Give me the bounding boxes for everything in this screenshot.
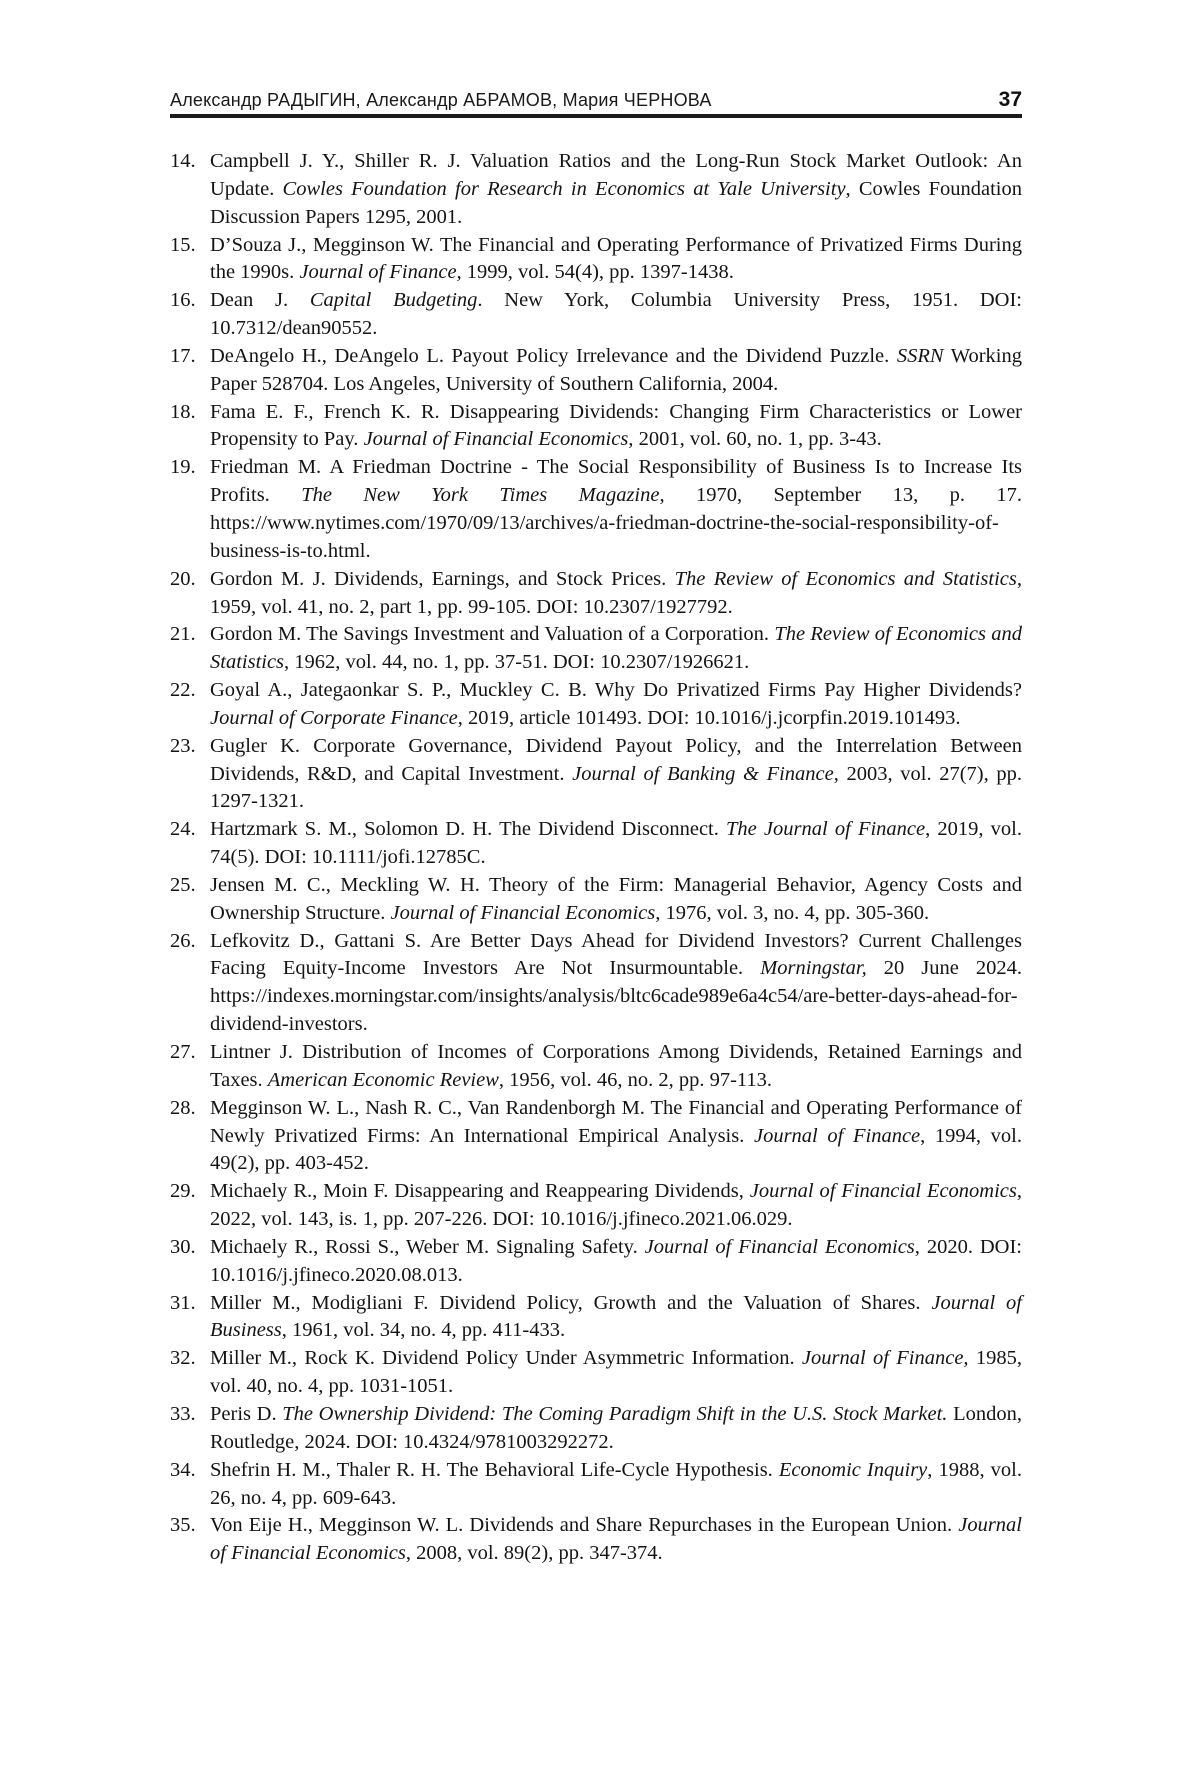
reference-text: Michaely R., Moin F. Disappearing and Reappearing Dividends, Journal of Financial Economics, 2022, vol. 143, is. 1, pp. 207-226. DOI: 10.1016/j.jfineco.2021.06.029. bbox=[210, 1180, 1022, 1231]
reference-number: 21. bbox=[170, 623, 196, 646]
reference-number: 32. bbox=[170, 1347, 196, 1370]
reference-number: 22. bbox=[170, 679, 196, 702]
reference-text: Megginson W. L., Nash R. C., Van Randenborgh M. The Financial and Operating Performance of Newly Privatized Firms: An International Empirical Analysis. Journal of Finance, 1994, vol. 49(2), pp. 403-452. bbox=[210, 1096, 1022, 1175]
page-number: 37 bbox=[998, 88, 1022, 111]
reference-item bbox=[170, 872, 1022, 928]
reference-number: 34. bbox=[170, 1458, 196, 1481]
header-rule bbox=[170, 114, 1022, 118]
reference-text: Goyal A., Jategaonkar S. P., Muckley C. B. Why Do Privatized Firms Pay Higher Dividends? Journal of Corporate Finance, 2019, article 101493. DOI: 10.1016/j.jcorpfin.2019.101493. bbox=[210, 679, 1022, 729]
reference-text: Lintner J. Distribution of Incomes of Corporations Among Dividends, Retained Earnings and Taxes. American Economic Review, 1956, vol. 46, no. 2, pp. 97-113. bbox=[210, 1041, 1022, 1091]
reference-item bbox=[170, 733, 1022, 817]
reference-text: Campbell J. Y., Shiller R. J. Valuation Ratios and the Long-Run Stock Market Outlook: An Update. Cowles Foundation for Research in Economics at Yale University, Cowles Foundation Discussion Papers 1295, 2001. bbox=[210, 150, 1022, 228]
reference-text: Miller M., Rock K. Dividend Policy Under Asymmetric Information. Journal of Finance, 1985, vol. 40, no. 4, pp. 1031-1051. bbox=[210, 1347, 1023, 1398]
reference-item bbox=[170, 148, 1022, 232]
reference-text: Gugler K. Corporate Governance, Dividend Payout Policy, and the Interrelation Between Dividends, R&D, and Capital Investment. Journal of Banking & Finance, 2003, vol. 27(7), pp. 1297-1321. bbox=[210, 734, 1022, 813]
reference-text: Peris D. The Ownership Dividend: The Coming Paradigm Shift in the U.S. Stock Market. London, Routledge, 2024. DOI: 10.4324/9781003292272. bbox=[210, 1402, 1022, 1453]
reference-text: Jensen M. C., Meckling W. H. Theory of the Firm: Managerial Behavior, Agency Costs and Ownership Structure. Journal of Financial Economics, 1976, vol. 3, no. 4, pp. 305-360. bbox=[210, 873, 1022, 924]
page-header bbox=[170, 88, 1022, 112]
reference-number: 33. bbox=[170, 1402, 196, 1425]
reference-item bbox=[170, 1039, 1022, 1095]
reference-number: 26. bbox=[170, 929, 196, 952]
running-head-authors: Александр РАДЫГИН, Александр АБРАМОВ, Мария ЧЕРНОВА bbox=[170, 90, 712, 110]
reference-item bbox=[170, 1345, 1022, 1401]
reference-text: Dean J. Capital Budgeting. New York, Columbia University Press, 1951. DOI: 10.7312/dean90552. bbox=[210, 289, 1022, 340]
reference-text: Michaely R., Rossi S., Weber M. Signaling Safety. Journal of Financial Economics, 2020. DOI: 10.1016/j.jfineco.2020.08.013. bbox=[210, 1235, 1023, 1286]
reference-text: Lefkovitz D., Gattani S. Are Better Days Ahead for Dividend Investors? Current Challenges Facing Equity-Income Investors Are Not Insurmountable. Morningstar, 20 June 2024. https://indexes.morningstar.com/insights/analysis/bltc6cade989e6a4c54/are-better-days-ahead-for-dividend-investors. bbox=[210, 929, 1022, 1036]
reference-number: 28. bbox=[170, 1096, 196, 1119]
reference-number: 30. bbox=[170, 1235, 196, 1258]
reference-number: 15. bbox=[170, 233, 196, 256]
reference-text: Miller M., Modigliani F. Dividend Policy, Growth and the Valuation of Shares. Journal of Business, 1961, vol. 34, no. 4, pp. 411-433. bbox=[210, 1291, 1022, 1342]
reference-number: 31. bbox=[170, 1291, 196, 1314]
reference-number: 19. bbox=[170, 456, 196, 479]
reference-number: 14. bbox=[170, 150, 196, 172]
reference-item bbox=[170, 1512, 1022, 1568]
reference-item bbox=[170, 399, 1022, 455]
reference-item bbox=[170, 677, 1022, 733]
reference-list bbox=[170, 148, 1022, 1568]
reference-number: 20. bbox=[170, 567, 196, 590]
reference-number: 27. bbox=[170, 1041, 196, 1063]
reference-text: DeAngelo H., DeAngelo L. Payout Policy Irrelevance and the Dividend Puzzle. SSRN Working Paper 528704. Los Angeles, University of Southern California, 2004. bbox=[210, 344, 1023, 395]
reference-number: 29. bbox=[170, 1180, 196, 1203]
reference-number: 18. bbox=[170, 400, 196, 423]
reference-text: Gordon M. The Savings Investment and Valuation of a Corporation. The Review of Economics and Statistics, 1962, vol. 44, no. 1, pp. 37-51. DOI: 10.2307/1926621. bbox=[210, 623, 1022, 674]
reference-item bbox=[170, 343, 1022, 399]
reference-number: 24. bbox=[170, 818, 196, 841]
reference-number: 17. bbox=[170, 344, 196, 367]
reference-item bbox=[170, 1234, 1022, 1290]
reference-item bbox=[170, 287, 1022, 343]
reference-item bbox=[170, 1457, 1022, 1513]
reference-number: 25. bbox=[170, 873, 196, 896]
reference-item bbox=[170, 621, 1022, 677]
reference-item bbox=[170, 816, 1022, 872]
reference-item bbox=[170, 928, 1022, 1039]
reference-text: Hartzmark S. M., Solomon D. H. The Dividend Disconnect. The Journal of Finance, 2019, vol. 74(5). DOI: 10.1111/jofi.12785C. bbox=[210, 818, 1022, 869]
reference-item bbox=[170, 1401, 1022, 1457]
reference-text: D’Souza J., Megginson W. The Financial and Operating Performance of Privatized Firms During the 1990s. Journal of Finance, 1999, vol. 54(4), pp. 1397-1438. bbox=[210, 233, 1022, 284]
reference-item bbox=[170, 1095, 1022, 1179]
reference-text: Fama E. F., French K. R. Disappearing Dividends: Changing Firm Characteristics or Lower Propensity to Pay. Journal of Financial Economics, 2001, vol. 60, no. 1, pp. 3-43. bbox=[210, 400, 1022, 451]
reference-number: 23. bbox=[170, 734, 196, 757]
reference-text: Gordon M. J. Dividends, Earnings, and Stock Prices. The Review of Economics and Statistics, 1959, vol. 41, no. 2, part 1, pp. 99-105. DOI: 10.2307/1927792. bbox=[210, 567, 1022, 618]
reference-item bbox=[170, 1290, 1022, 1346]
reference-text: Von Eije H., Megginson W. L. Dividends and Share Repurchases in the European Union. Journal of Financial Economics, 2008, vol. 89(2), pp. 347-374. bbox=[210, 1514, 1022, 1565]
reference-number: 35. bbox=[170, 1514, 196, 1537]
reference-item bbox=[170, 566, 1022, 622]
reference-text: Friedman M. A Friedman Doctrine - The Social Responsibility of Business Is to Increase Its Profits. The New York Times Magazine, 1970, September 13, p. 17. https://www.nytimes.com/1970/09/13/archives/a-friedman-doctrine-the-social-responsibility-of-business-is-to.html. bbox=[210, 456, 1022, 562]
reference-item bbox=[170, 454, 1022, 565]
reference-number: 16. bbox=[170, 289, 196, 312]
reference-text: Shefrin H. M., Thaler R. H. The Behavioral Life-Cycle Hypothesis. Economic Inquiry, 1988, vol. 26, no. 4, pp. 609-643. bbox=[210, 1458, 1022, 1509]
reference-item bbox=[170, 1178, 1022, 1234]
reference-item bbox=[170, 232, 1022, 288]
